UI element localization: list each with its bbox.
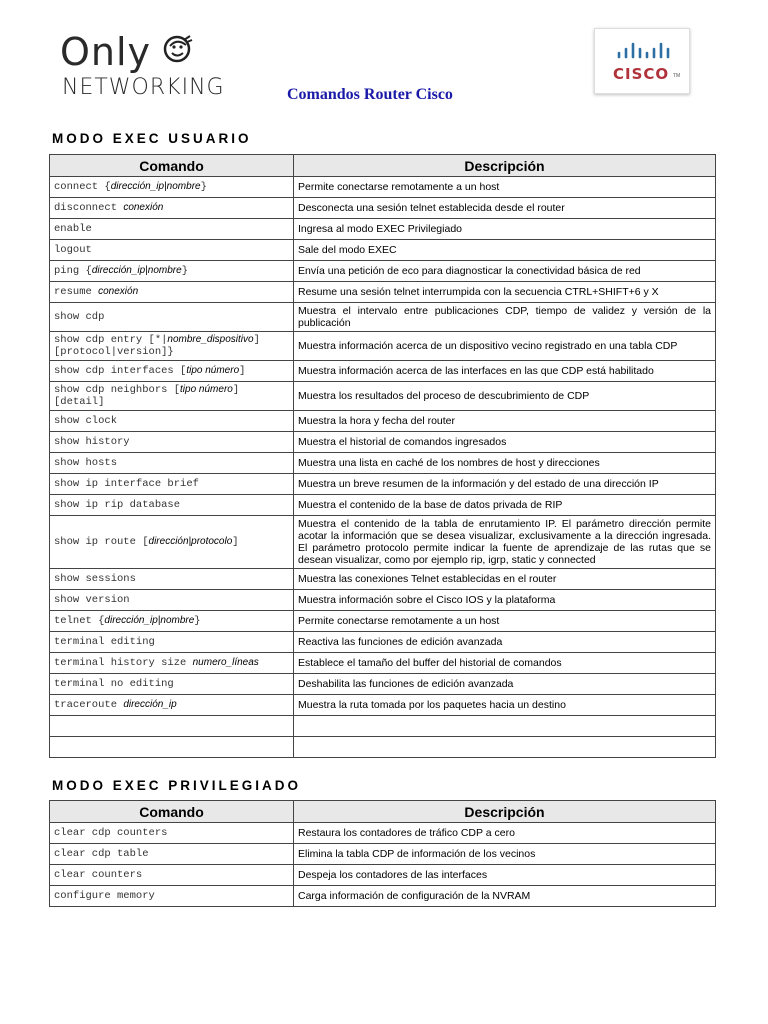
command-argument: conexión — [123, 202, 164, 213]
command-argument: numero_líneas — [192, 657, 259, 668]
description-cell: Desconecta una sesión telnet establecida desde el router — [294, 198, 716, 219]
description-cell: Muestra información acerca de las interfaces en las que CDP está habilitado — [294, 361, 716, 382]
command-cell — [50, 495, 294, 516]
command-suffix: ] — [239, 365, 246, 377]
table-row — [50, 674, 716, 695]
description-cell: Establece el tamaño del buffer del historial de comandos — [294, 653, 716, 674]
description-cell: Resume una sesión telnet interrumpida con la secuencia CTRL+SHIFT+6 y X — [294, 282, 716, 303]
table-row — [50, 569, 716, 590]
command-cell — [50, 382, 294, 411]
command-cell — [50, 695, 294, 716]
table-row — [50, 382, 716, 411]
table-row — [50, 177, 716, 198]
command-cell — [50, 865, 294, 886]
description-cell — [294, 716, 716, 737]
command-suffix: } — [200, 181, 207, 193]
only-networking-logo — [60, 30, 230, 102]
table-row — [50, 865, 716, 886]
command-cell — [50, 240, 294, 261]
cisco-trademark: TM — [673, 73, 681, 79]
logo-networking-text: NETWORKING — [62, 75, 225, 100]
table-row — [50, 632, 716, 653]
command-text: resume — [54, 286, 99, 298]
command-suffix: ] [protocol|version]} — [54, 334, 260, 358]
command-cell — [50, 886, 294, 907]
description-cell: Restaura los contadores de tráfico CDP a cero — [294, 823, 716, 844]
command-cell — [50, 569, 294, 590]
command-text: terminal no editing — [54, 678, 174, 690]
command-argument: tipo número — [186, 365, 240, 376]
command-text: disconnect — [54, 202, 124, 214]
table-row — [50, 453, 716, 474]
table-row — [50, 219, 716, 240]
command-text: telnet { — [54, 615, 105, 627]
description-cell: Muestra el contenido de la base de datos privada de RIP — [294, 495, 716, 516]
command-cell — [50, 303, 294, 332]
description-cell: Muestra una lista en caché de los nombres de host y direcciones — [294, 453, 716, 474]
command-cell — [50, 632, 294, 653]
command-suffix: ] — [232, 536, 239, 548]
command-suffix: } — [194, 615, 201, 627]
description-cell: Muestra el historial de comandos ingresados — [294, 432, 716, 453]
description-cell: Muestra información acerca de un dispositivo vecino registrado en una tabla CDP — [294, 332, 716, 361]
description-cell: Muestra el intervalo entre publicaciones CDP, tiempo de validez y versión de la publicación — [294, 303, 716, 332]
section-heading-exec-usuario: MODO EXEC USUARIO — [52, 131, 252, 146]
command-text: show cdp entry [*| — [54, 334, 168, 346]
description-cell: Carga información de configuración de la NVRAM — [294, 886, 716, 907]
table-row — [50, 332, 716, 361]
command-text: show history — [54, 436, 130, 448]
table-row — [50, 695, 716, 716]
command-text: configure memory — [54, 890, 155, 902]
command-text: terminal editing — [54, 636, 155, 648]
description-cell: Envía una petición de eco para diagnosticar la conectividad básica de red — [294, 261, 716, 282]
command-text: show cdp — [54, 311, 105, 323]
command-text: show version — [54, 594, 130, 606]
command-text: clear cdp counters — [54, 827, 168, 839]
description-cell: Sale del modo EXEC — [294, 240, 716, 261]
command-argument: nombre_dispositivo — [167, 334, 254, 345]
command-text: show cdp interfaces [ — [54, 365, 187, 377]
document-title: Comandos Router Cisco — [287, 86, 453, 103]
command-text: traceroute — [54, 699, 124, 711]
table-row — [50, 432, 716, 453]
command-text: show sessions — [54, 573, 136, 585]
table-row — [50, 474, 716, 495]
command-argument: conexión — [98, 286, 139, 297]
cisco-bridge-icon — [595, 29, 689, 65]
command-cell — [50, 653, 294, 674]
description-cell: Elimina la tabla CDP de información de los vecinos — [294, 844, 716, 865]
exec-privilegiado-table — [49, 800, 716, 907]
command-argument: dirección_ip|nombre — [104, 615, 195, 626]
command-cell — [50, 844, 294, 865]
table-row — [50, 303, 716, 332]
command-cell — [50, 432, 294, 453]
command-text: logout — [54, 244, 92, 256]
command-cell — [50, 332, 294, 361]
penguin-mascot-icon — [160, 32, 194, 66]
description-cell: Ingresa al modo EXEC Privilegiado — [294, 219, 716, 240]
table-row — [50, 282, 716, 303]
command-cell — [50, 411, 294, 432]
table-row — [50, 611, 716, 632]
table-row — [50, 823, 716, 844]
command-argument: tipo número — [180, 384, 233, 395]
command-suffix: } — [181, 265, 188, 277]
table-row — [50, 844, 716, 865]
command-cell — [50, 737, 294, 758]
description-cell: Permite conectarse remotamente a un host — [294, 177, 716, 198]
command-cell — [50, 823, 294, 844]
command-cell — [50, 198, 294, 219]
command-argument: dirección_ip|nombre — [91, 265, 182, 276]
description-cell: Muestra las conexiones Telnet establecidas en el router — [294, 569, 716, 590]
command-text: show cdp neighbors [ — [54, 384, 181, 396]
cisco-logo-text: CISCO — [613, 65, 670, 83]
table-row — [50, 716, 716, 737]
description-cell: Muestra un breve resumen de la información y del estado de una dirección IP — [294, 474, 716, 495]
command-cell — [50, 516, 294, 569]
description-cell: Reactiva las funciones de edición avanzada — [294, 632, 716, 653]
command-text: terminal history size — [54, 657, 193, 669]
column-header-description: Descripción — [294, 801, 716, 823]
table-header-row — [50, 155, 716, 177]
command-cell — [50, 177, 294, 198]
command-cell — [50, 590, 294, 611]
table-row — [50, 737, 716, 758]
column-header-description: Descripción — [294, 155, 716, 177]
command-text: show hosts — [54, 457, 118, 469]
command-cell — [50, 674, 294, 695]
table-row — [50, 495, 716, 516]
logo-only-text: Only — [60, 30, 152, 74]
command-cell — [50, 474, 294, 495]
description-cell: Muestra la ruta tomada por los paquetes hacia un destino — [294, 695, 716, 716]
description-cell: Muestra el contenido de la tabla de enrutamiento IP. El parámetro dirección permite acotar la información que se desea visualizar, exclusivamente a la dirección ingresada. El parámetro protocolo permite indicar la fuente de aprendizaje de las rutas que se desean visualizar, como por ejemplo rip, igrp, static y connected — [294, 516, 716, 569]
command-cell — [50, 716, 294, 737]
command-cell — [50, 453, 294, 474]
command-text: show clock — [54, 415, 118, 427]
command-argument: dirección|protocolo — [148, 536, 233, 547]
table-row — [50, 361, 716, 382]
command-text: ping { — [54, 265, 92, 277]
description-cell: Muestra la hora y fecha del router — [294, 411, 716, 432]
description-cell: Despeja los contadores de las interfaces — [294, 865, 716, 886]
command-text: enable — [54, 223, 92, 235]
command-cell — [50, 261, 294, 282]
table-row — [50, 590, 716, 611]
table-row — [50, 240, 716, 261]
table-header-row — [50, 801, 716, 823]
exec-usuario-table — [49, 154, 716, 758]
column-header-command: Comando — [50, 801, 294, 823]
description-cell: Permite conectarse remotamente a un host — [294, 611, 716, 632]
command-text: show ip route [ — [54, 536, 149, 548]
column-header-command: Comando — [50, 155, 294, 177]
cisco-logo — [594, 28, 690, 94]
command-cell — [50, 611, 294, 632]
command-text: connect { — [54, 181, 111, 193]
table-row — [50, 886, 716, 907]
description-cell — [294, 737, 716, 758]
table-row — [50, 261, 716, 282]
description-cell: Deshabilita las funciones de edición avanzada — [294, 674, 716, 695]
description-cell: Muestra información sobre el Cisco IOS y la plataforma — [294, 590, 716, 611]
command-text: clear cdp table — [54, 848, 149, 860]
command-argument: dirección_ip — [123, 699, 177, 710]
table-row — [50, 198, 716, 219]
command-suffix: ] [detail] — [54, 384, 240, 408]
command-text: show ip rip database — [54, 499, 181, 511]
section-heading-exec-privilegiado: MODO EXEC PRIVILEGIADO — [52, 778, 302, 793]
table-row — [50, 516, 716, 569]
command-cell — [50, 282, 294, 303]
command-cell — [50, 361, 294, 382]
command-text: clear counters — [54, 869, 143, 881]
table-row — [50, 653, 716, 674]
command-argument: dirección_ip|nombre — [110, 181, 201, 192]
command-text: show ip interface brief — [54, 478, 199, 490]
table-row — [50, 411, 716, 432]
description-cell: Muestra los resultados del proceso de descubrimiento de CDP — [294, 382, 716, 411]
command-cell — [50, 219, 294, 240]
